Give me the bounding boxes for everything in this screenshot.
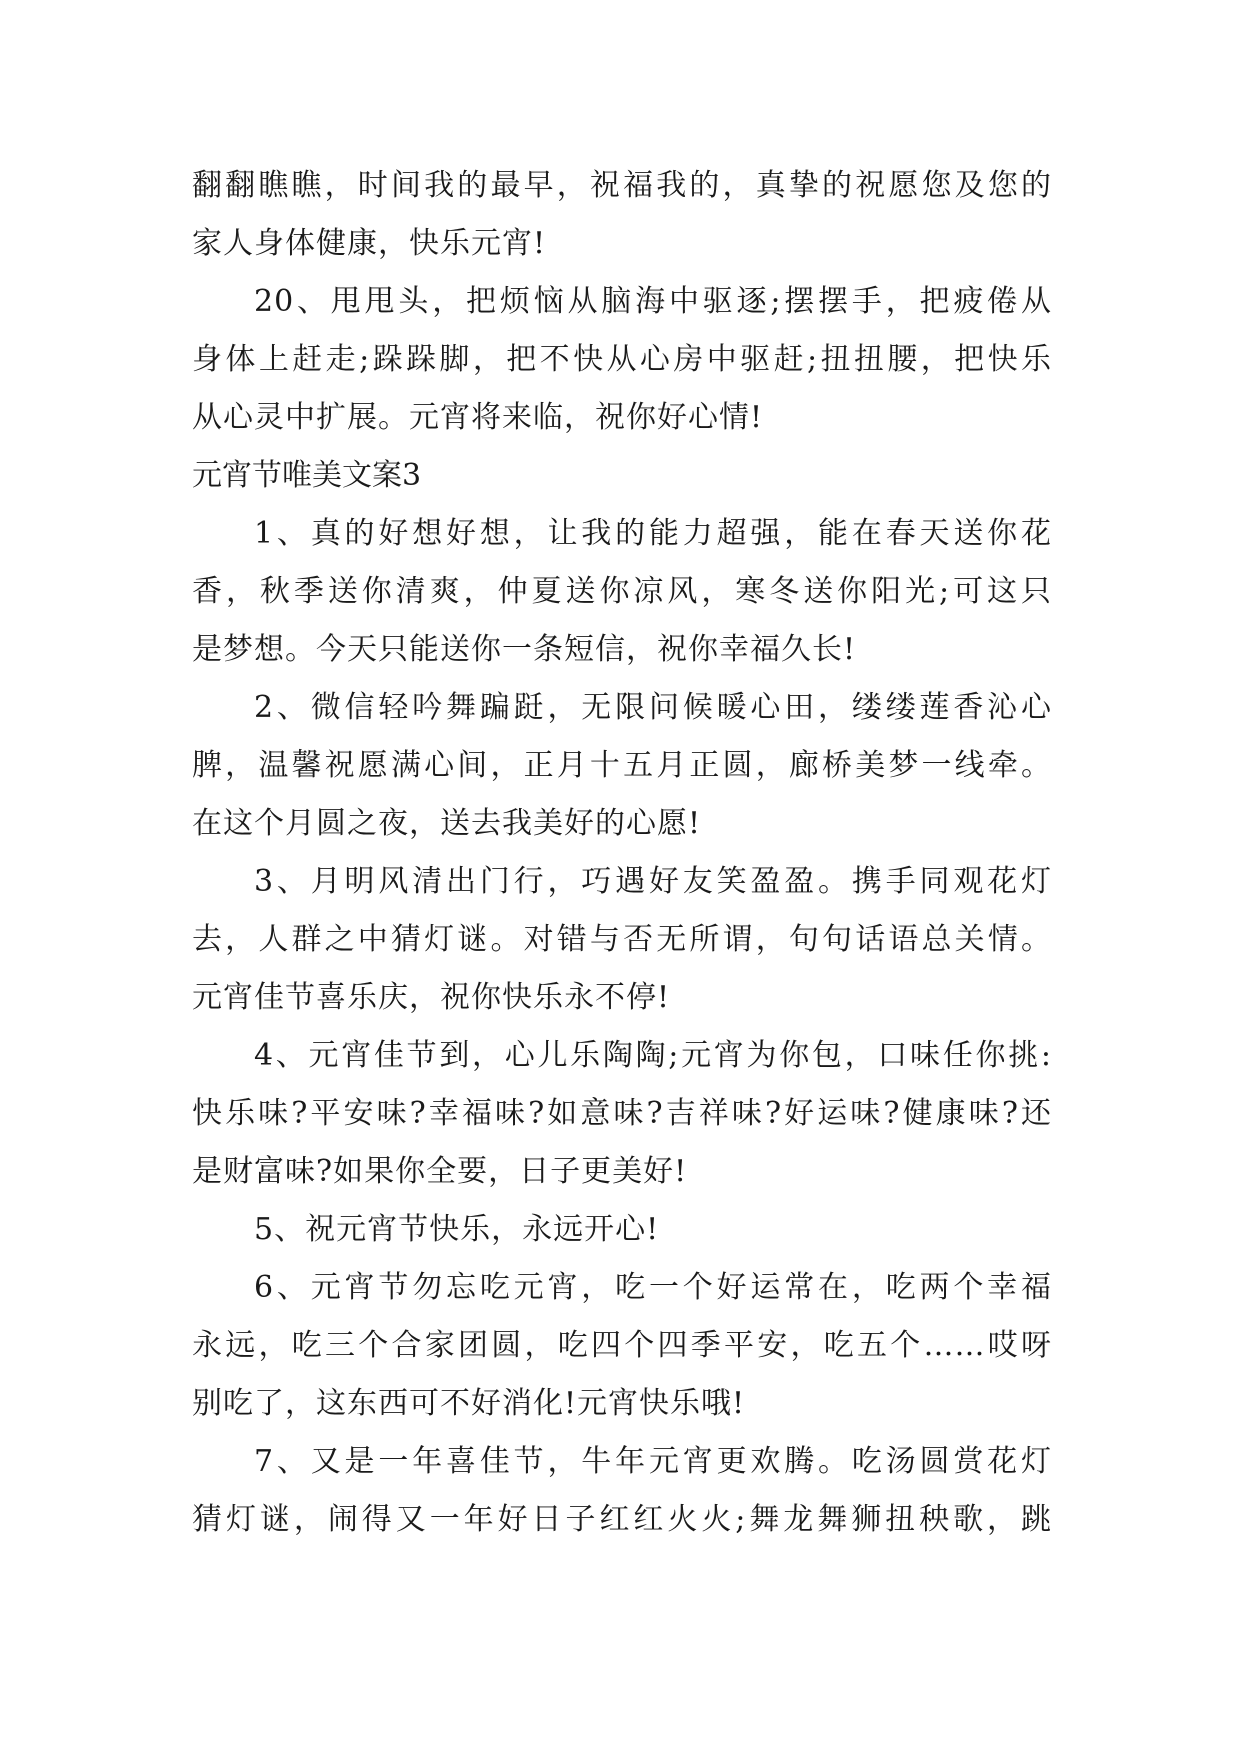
- text-line: 别吃了，这东西可不好消化!元宵快乐哦!: [192, 1386, 746, 1421]
- text-line: 4、元宵佳节到，心儿乐陶陶;元宵为你包，口味任你挑:: [254, 1038, 1052, 1073]
- text-line: 1、真的好想好想，让我的能力超强，能在春天送你花: [254, 516, 1052, 551]
- text-line: 是梦想。今天只能送你一条短信，祝你幸福久长!: [192, 632, 857, 667]
- text-line: 翻翻瞧瞧，时间我的最早，祝福我的，真挚的祝愿您及您的: [192, 168, 1052, 203]
- text-line: 7、又是一年喜佳节，牛年元宵更欢腾。吃汤圆赏花灯: [254, 1444, 1052, 1479]
- text-line: 脾，温馨祝愿满心间，正月十五月正圆，廊桥美梦一线牵。: [192, 748, 1052, 783]
- text-line: 家人身体健康，快乐元宵!: [192, 226, 547, 261]
- text-line: 从心灵中扩展。元宵将来临，祝你好心情!: [192, 400, 764, 435]
- text-line: 5、祝元宵节快乐，永远开心!: [254, 1212, 660, 1247]
- text-line: 是财富味?如果你全要，日子更美好!: [192, 1154, 688, 1189]
- document-body: [192, 157, 1052, 1549]
- text-line: 身体上赶走;跺跺脚，把不快从心房中驱赶;扭扭腰，把快乐: [192, 342, 1052, 377]
- text-line: 元宵佳节喜乐庆，祝你快乐永不停!: [192, 980, 671, 1015]
- text-line: 香，秋季送你清爽，仲夏送你凉风，寒冬送你阳光;可这只: [192, 574, 1052, 609]
- text-line: 2、微信轻吟舞蹁跹，无限问候暖心田，缕缕莲香沁心: [254, 690, 1052, 725]
- text-line: 6、元宵节勿忘吃元宵，吃一个好运常在，吃两个幸福: [254, 1270, 1052, 1305]
- text-line: 在这个月圆之夜，送去我美好的心愿!: [192, 806, 702, 841]
- text-line: 永远，吃三个合家团圆，吃四个四季平安，吃五个……哎呀: [192, 1328, 1052, 1363]
- text-line: 猜灯谜，闹得又一年好日子红红火火;舞龙舞狮扭秧歌，跳: [192, 1502, 1052, 1537]
- section-heading: 元宵节唯美文案3: [192, 458, 422, 493]
- text-line: 去，人群之中猜灯谜。对错与否无所谓，句句话语总关情。: [192, 922, 1052, 957]
- text-line: 3、月明风清出门行，巧遇好友笑盈盈。携手同观花灯: [254, 864, 1052, 899]
- text-line: 20、甩甩头，把烦恼从脑海中驱逐;摆摆手，把疲倦从: [254, 284, 1052, 319]
- text-line: 快乐味?平安味?幸福味?如意味?吉祥味?好运味?健康味?还: [192, 1096, 1052, 1131]
